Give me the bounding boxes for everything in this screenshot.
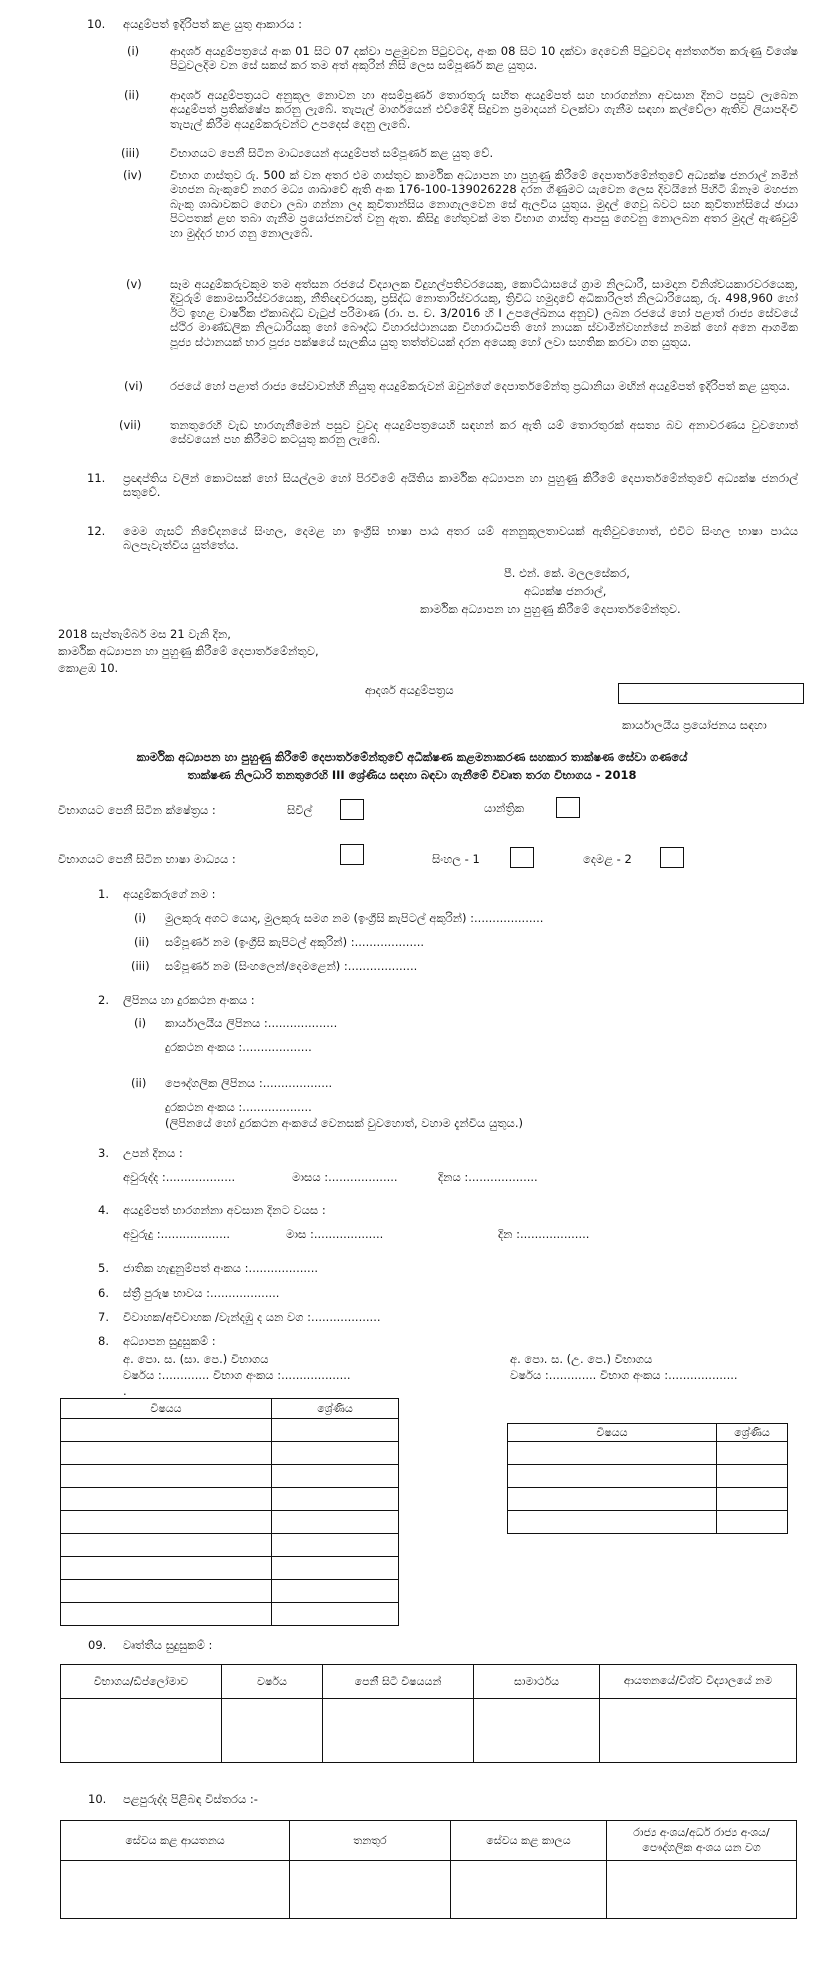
q10-number: 10. (88, 1792, 107, 1806)
ol-subject-header: විෂයය (61, 1399, 272, 1419)
item-vii-number: (vii) (119, 418, 142, 432)
al-exam-title: අ. පො. ස. (උ. පෙ.) විභාගය (510, 1352, 653, 1366)
q9-col-pass: සාමාර්ථය (474, 1665, 600, 1699)
item-i-number: (i) (127, 44, 140, 58)
field-label: විභාගයට පෙනී සිටින ක්ෂේත්‍රය : (58, 803, 216, 817)
table-row[interactable] (61, 1465, 399, 1488)
q1-ii-field[interactable]: සම්පූර්ණ නම (ඉංග්‍රීසි කැපිටල් අකුරින්) :................... (165, 935, 425, 949)
table-row[interactable] (61, 1442, 399, 1465)
q1-label: අයදුම්කරුගේ නම : (123, 887, 216, 901)
table-row[interactable] (508, 1442, 788, 1465)
q5-nic-field[interactable]: ජාතික හැඳුනුම්පත් අංකය :................... (123, 1261, 319, 1275)
q1-ii-number: (ii) (134, 935, 150, 949)
q1-iii-field[interactable]: සම්පූර්ණ නම (සිංහලෙන්/දෙමළෙන්) :................... (165, 959, 418, 973)
q6-gender-field[interactable]: ස්ත්‍රී පුරුෂ භාවය :................... (123, 1286, 280, 1300)
field-civil-checkbox[interactable] (340, 799, 364, 820)
q4-label: අයදුම්පත් භාරගන්නා අවසාන දිනට වයස : (123, 1203, 326, 1217)
q10-col-post: තනතුර (290, 1821, 451, 1861)
signatory-department: කාර්මික අධ්‍යාපන හා පුහුණු කිරීමේ දෙපාර්තමේන්තුව. (420, 602, 681, 616)
table-row[interactable] (61, 1557, 399, 1580)
item-ii-text: ආදර්ශ අයදුම්පත්‍රයට අනුකූල නොවන හා අසම්පූර්ණ තොරතුරු සහිත අයදුම්පත් සහ භාරගන්නා අවසාන දිනට පසුව ලැබෙන අයදුම්පත් ප්‍රතික්ෂේප කරනු ලැබේ. තැපැල් මාර්ගයෙන් එව්මේදී සිදුවන ප්‍රමාදයන් වලක්වා ගැනීම සඳහා කල්වේලා ඇතිව ලියාපදිංචි තැපැල් කිරීම අයදුම්කරුවන්ට උපදෙස් දෙනු ලැබේ. (170, 88, 798, 131)
q1-iii-number: (iii) (131, 959, 150, 973)
city-line: කොළඹ 10. (58, 661, 119, 675)
q3-day-field[interactable]: දිනය :................... (438, 1170, 538, 1184)
q2-i-number: (i) (134, 1016, 147, 1030)
field-civil-label: සිවිල් (287, 803, 313, 817)
table-row[interactable] (61, 1534, 399, 1557)
signatory-title: අධ්‍යක්ෂ ජනරාල්, (524, 584, 607, 598)
item-vi-number: (vi) (124, 379, 143, 393)
al-grade-header: ශ්‍රේණිය (717, 1424, 788, 1442)
q3-month-field[interactable]: මාසය :................... (292, 1170, 398, 1184)
field-mechanical-checkbox[interactable] (556, 797, 580, 818)
al-subject-header: විෂයය (508, 1424, 717, 1442)
form-title-line-2: තාක්ෂණ නිලධාරි තනතුරෙහි III ශ්‍රේණිය සඳහා බඳවා ගැනීමේ විවෘත තරග විභාගය - 2018 (187, 768, 637, 782)
ol-year-index-field[interactable]: වර්ෂය :............. විභාග අංකය :................... (123, 1368, 351, 1382)
medium-tamil-checkbox[interactable] (660, 847, 684, 868)
q10-col-sector: රාජ්‍ය අංශය/අර්ධ රාජ්‍ය අංශය/පෞද්ගලික අංශය යන වග (607, 1821, 797, 1861)
ol-results-table (60, 1398, 399, 1626)
al-year-index-field[interactable]: වර්ෂය :............. විභාග අංකය :................... (510, 1368, 738, 1382)
q3-number: 3. (98, 1146, 109, 1160)
table-row[interactable] (508, 1511, 788, 1534)
item-v-number: (v) (126, 277, 142, 291)
q8-label: අධ්‍යාපන සුදුසුකම් : (123, 1334, 216, 1348)
q7-civil-status-field[interactable]: විවාහක/අවිවාහක /වැන්දඹු ද යන වග :................... (123, 1310, 381, 1324)
office-use-label: කාර්යාලයීය ප්‍රයෝජනය සඳහා (622, 718, 767, 732)
section-12-number: 12. (87, 524, 106, 538)
q10-col-institution: සේවය කළ ආයතනය (61, 1821, 290, 1861)
table-row[interactable] (508, 1465, 788, 1488)
experience-table (60, 1820, 797, 1919)
department-line: කාර්මික අධ්‍යාපන හා පුහුණු කිරීමේ දෙපාර්තමේන්තුව, (58, 644, 319, 658)
section-10-number: 10. (87, 17, 106, 31)
al-results-table (507, 1423, 788, 1534)
q4-months-field[interactable]: මාස :................... (286, 1227, 384, 1241)
q4-number: 4. (98, 1203, 109, 1217)
item-iii-text: විභාගයට පෙනී සිටින මාධ්‍යයෙන් අයදුම්පත් සම්පූර්ණ කළ යුතු වේ. (170, 146, 494, 160)
medium-blank-checkbox[interactable] (340, 844, 364, 865)
date-line: 2018 සැප්තැම්බර් මස 21 වැනි දින, (58, 627, 231, 641)
q6-number: 6. (98, 1286, 109, 1300)
section-11-number: 11. (87, 471, 106, 485)
table-row[interactable] (61, 1511, 399, 1534)
medium-sinhala-checkbox[interactable] (510, 847, 534, 868)
item-v-text: සෑම අයදුම්කරුවකුම තම අත්සන රජයේ විද්‍යාලක විදුහල්පතිවරයෙකු, කොට්ඨාසයේ ග්‍රාම නිලධාරී, සාමදාන විනිශ්චයකාරවරයෙකු, දිවුරුම් කොමසාරිස්වරයෙකු, නීතිඥවරයකු, ප්‍රසිද්ධ නොතාරිස්වරයකු, ත්‍රිවිධ හමුදාවේ අධිකාරිලත් නිලධාරියෙකු, රු. 498,960 හෝ ඊට ඉහළ වාර්ෂික ඒකාබද්ධ වැටුප් පරිමාණ (රා. ප. ච. 3/2016 හි I උපලේඛනය අනුව) ලබන රජයේ හෝ පළාත් රාජ්‍ය සේවයේ ස්ථිර මාණ්ඩලික නිලධාරියකු හෝ බෞද්ධ විහාරස්ථානයක විහාරාධිපති හෝ නායක ස්වාමීන්වහන්සේ නමක් හෝ අනෙ ආගමික පූජ්‍ය ස්ථානයක් භාර පූජ්‍ය පක්ෂයේ සැලකිය යුතු තත්ත්වයක් දරන අයෙකු හෝ ලවා සහතික කරවා ගත යුතුය. (170, 277, 798, 349)
signatory-name: පී. එන්. කේ. මලලසේකර, (504, 566, 630, 580)
form-title-line-1: කාර්මික අධ්‍යාපන හා පුහුණු කිරීමේ දෙපාර්තමේන්තුවේ අධීක්ෂණ කළමනාකරණ සහකාර තාක්ෂණ සේවා ගණයේ (136, 750, 688, 764)
q3-year-field[interactable]: අවුරුද්ද :................... (123, 1170, 236, 1184)
q2-number: 2. (98, 993, 109, 1007)
table-row[interactable] (61, 1861, 797, 1919)
q10-col-period: සේවය කළ කාලය (451, 1821, 607, 1861)
item-vi-text: රජයේ හෝ පළාත් රාජ්‍ය සේවාවන්හි නියුතු අයදුම්කරුවන් ඔවුන්ගේ දෙපාර්තමේන්තු ප්‍රධානියා මඟින් අයදුම්පත් ඉදිරිපත් කළ යුතුය. (170, 379, 790, 393)
office-use-box[interactable] (618, 683, 804, 704)
item-ii-number: (ii) (124, 88, 140, 102)
q2-private-phone-field[interactable]: දුරකථන අංකය :................... (165, 1100, 312, 1114)
q9-col-year: වර්ෂය (222, 1665, 323, 1699)
table-row[interactable] (61, 1488, 399, 1511)
table-row[interactable] (508, 1488, 788, 1511)
table-row[interactable] (61, 1580, 399, 1603)
ol-exam-title: අ. පො. ස. (සා. පෙ.) විභාගය (123, 1352, 269, 1366)
section-10-title: අයදුම්පත් ඉදිරිපත් කළ යුතු ආකාරය : (123, 17, 303, 31)
section-11-text: ප්‍රඥප්තිය වලින් කොටසක් හෝ සියල්ලම හෝ පිරවීමේ අයිතිය කාර්මික අධ්‍යාපන හා පුහුණු කිරීමේ දෙපාර්තමේන්තුවේ අධ්‍යක්ෂ ජනරාල් සතුවේ. (123, 471, 798, 500)
item-iv-number: (iv) (123, 168, 142, 182)
table-row[interactable] (61, 1419, 399, 1442)
q1-i-field[interactable]: මුලකුරු අගට යොදා, මුලකුරු සමග නම (ඉංග්‍රීසි කැපිටල් අකුරින්) :................... (165, 911, 544, 925)
item-iv-text: විභාග ගාස්තුව රු. 500 ක් වන අතර එම ගාස්තුව කාර්මික අධ්‍යාපන හා පුහුණු කිරීමේ දෙපාර්තමේන්තුවේ අධ්‍යක්ෂ ජනරාල් නමින් මහජන බැංකුවේ නගර මධ්‍ය ශාඛාවේ ඇති අංක 176-100-139026228 දරන ගිණුමට යැවෙන ලෙස දිවයිනේ පිහිටි ඕනෑම මහජන බැංකු ශාඛාවකට ගෙවා ලබා ගන්නා ලද කුවිතාන්සිය නොගැලවෙන සේ ඇලවිය යුතුය. මුදල් ගෙවූ බවට සහ කුවිතාන්සියේ ඡායා පිටපතක් ළඟ තබා ගැනීම ප්‍රයෝජනවත් වනු ඇත. කිසිදු හේතුවක් මත විභාග ගාස්තු ආපසු ගෙවනු නොලබන අතර මුදල් ඇණවුම් හා මුද්දර භාර ගනු නොලැබේ. (170, 168, 798, 240)
q4-years-field[interactable]: අවුරුදු :................... (123, 1227, 231, 1241)
section-12-text: මෙම ගැසට් නිවේදනයේ සිංහල, දෙමළ හා ඉංග්‍රීසි භාෂා පාඨ අතර යම් අනනුකූලතාවයක් ඇතිවුවහොත්, එවිට සිංහල භාෂා පාඨය බලපැවැත්විය යුත්තේය. (123, 524, 798, 553)
q9-col-institute: ආයතනයේ/විශ්ව විද්‍යාලයේ නම (600, 1665, 797, 1699)
q2-office-address-field[interactable]: කාර්යාලයීය ලිපිනය :................... (165, 1016, 338, 1030)
item-vii-text: තනතුරෙහි වැඩ භාරගැනීමෙන් පසුව වුවද අයදුම්පත්‍රයෙහි සඳහන් කර ඇති යම් තොරතුරක් අසත්‍ය බව අනාවරණය වුවහොත් සේවයෙන් පහ කිරීමට කටයුතු කරනු ලැබේ. (170, 418, 798, 447)
table-row[interactable] (61, 1603, 399, 1626)
ol-grade-header: ශ්‍රේණිය (272, 1399, 399, 1419)
table-row[interactable] (61, 1699, 797, 1763)
q8-number: 8. (98, 1334, 109, 1348)
q3-label: උපන් දිනය : (123, 1146, 183, 1160)
medium-label: විභාගයට පෙනී සිටින භාෂා මාධ්‍යය : (58, 852, 236, 866)
ol-trailing-dot: . (123, 1384, 127, 1398)
q2-ii-number: (ii) (131, 1076, 147, 1090)
field-mechanical-label: යාන්ත්‍රික (484, 801, 525, 815)
q2-label: ලිපිනය හා දුරකථන අංකය : (123, 993, 255, 1007)
q1-i-number: (i) (134, 911, 147, 925)
q2-office-phone-field[interactable]: දුරකථන අංකය :................... (165, 1040, 312, 1054)
medium-sinhala-label: සිංහල - 1 (432, 852, 480, 866)
q9-col-exam: විභාගය/ඩිප්ලෝමාව (61, 1665, 222, 1699)
q2-private-address-field[interactable]: පෞද්ගලික ලිපිනය :................... (165, 1076, 333, 1090)
q10-label: පළපුරුද්ද පිළිබඳ විස්තරය :- (123, 1792, 258, 1806)
professional-qualifications-table (60, 1664, 797, 1763)
q2-note: (ලිපිනයේ හෝ දුරකථන අංකයේ වෙනසක් වුවහොත්, වහාම දැන්විය යුතුය.) (165, 1116, 523, 1130)
q1-number: 1. (98, 887, 109, 901)
q5-number: 5. (98, 1261, 109, 1275)
form-heading: ආදර්ශ අයදුම්පත්‍රය (365, 683, 454, 697)
q9-number: 09. (88, 1638, 107, 1652)
q9-col-subjects: පෙනී සිටි විෂයයන් (323, 1665, 474, 1699)
medium-tamil-label: දෙමළ - 2 (583, 852, 632, 866)
item-i-text: ආදර්ශ අයදුම්පත්‍රයේ අංක 01 සිට 07 දක්වා පළමුවන පිටුවටද, අංක 08 සිට 10 දක්වා දෙවෙනි පිටුවටද අන්තර්ගත කරුණු විශේෂ පිටුවලදිම වන සේ සකස් කර තම අත් අකුරින් නිසි ලෙස සම්පූර්ණ කළ යුතුය. (170, 44, 798, 73)
q4-days-field[interactable]: දින :................... (498, 1227, 590, 1241)
item-iii-number: (iii) (121, 146, 140, 160)
q9-label: වෘත්තීය සුදුසුකම් : (123, 1638, 213, 1652)
q7-number: 7. (98, 1310, 109, 1324)
